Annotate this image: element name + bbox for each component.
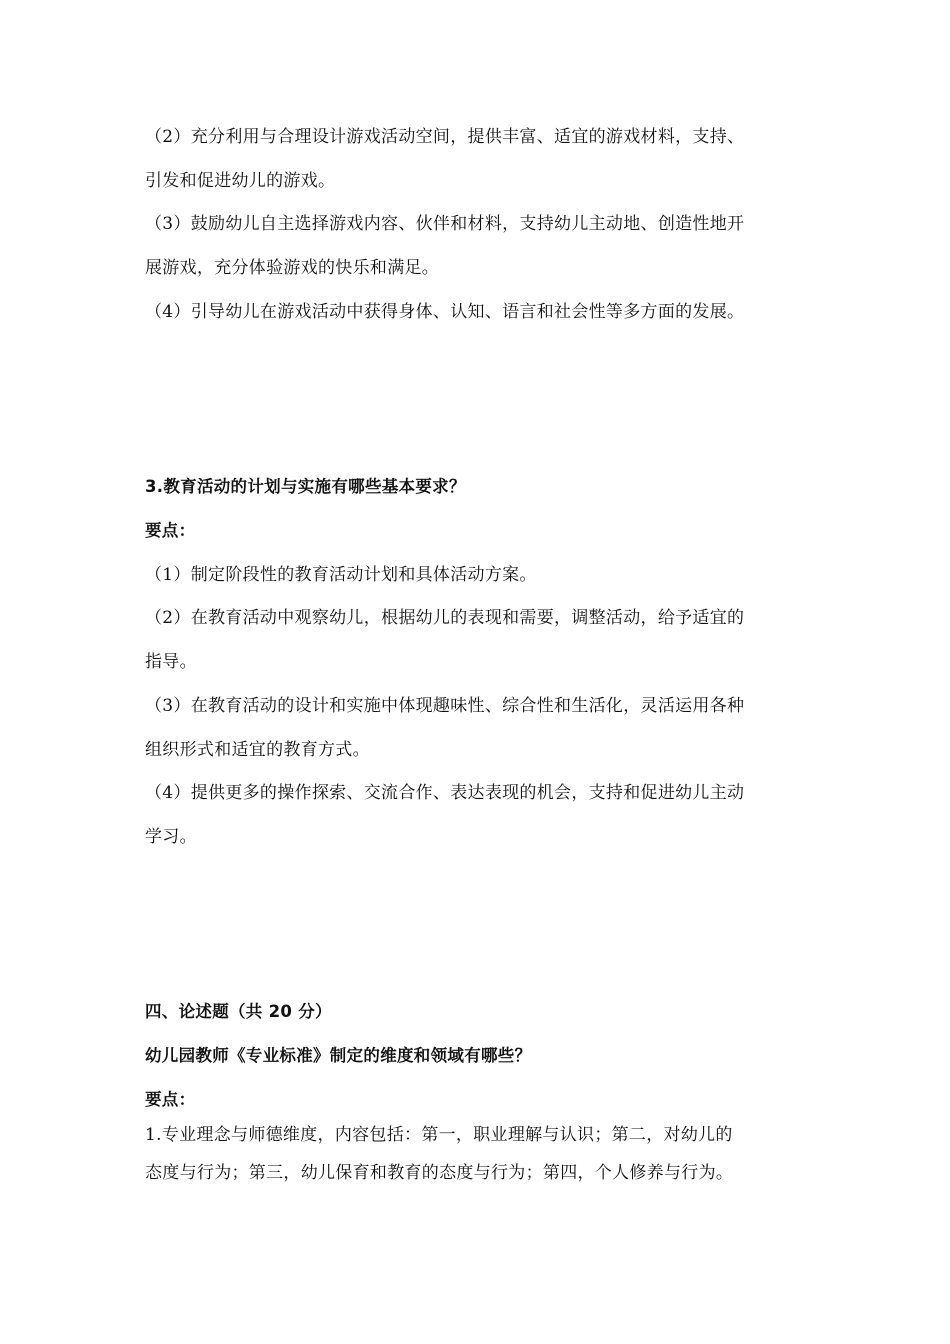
section4-item1-line1: 1.专业理念与师德维度，内容包括：第一，职业理解与认识；第二，对幼儿的 xyxy=(145,1125,733,1145)
question3-item2-line1: （2）在教育活动中观察幼儿，根据幼儿的表现和需要，调整活动，给予适宜的 xyxy=(145,608,745,628)
section4-question: 幼儿园教师《专业标准》制定的维度和领域有哪些？ xyxy=(145,1046,532,1065)
question3-item2-line2: 指导。 xyxy=(145,652,197,672)
section-a-item2-line2: 引发和促进幼儿的游戏。 xyxy=(145,171,336,191)
section4-heading: 四、论述题（共 20 分） xyxy=(145,1002,332,1021)
section4-points-label: 要点： xyxy=(145,1090,196,1109)
question3-points-label: 要点： xyxy=(145,521,196,540)
question3-item3-line1: （3）在教育活动的设计和实施中体现趣味性、综合性和生活化，灵活运用各种 xyxy=(145,696,745,716)
question3-item3-line2: 组织形式和适宜的教育方式。 xyxy=(145,740,370,760)
question3-item4-line2: 学习。 xyxy=(145,827,197,847)
section-a-item3-line2: 展游戏，充分体验游戏的快乐和满足。 xyxy=(145,258,440,278)
section4-item1-line2: 态度与行为；第三，幼儿保育和教育的态度与行为；第四，个人修养与行为。 xyxy=(145,1163,734,1183)
question3-title: 3.教育活动的计划与实施有哪些基本要求？ xyxy=(145,477,466,496)
section-a-item3-line1: （3）鼓励幼儿自主选择游戏内容、伙伴和材料，支持幼儿主动地、创造性地开 xyxy=(145,214,745,234)
section-a-item4-line1: （4）引导幼儿在游戏活动中获得身体、认知、语言和社会性等多方面的发展。 xyxy=(145,302,745,322)
question3-item1-line1: （1）制定阶段性的教育活动计划和具体活动方案。 xyxy=(145,565,537,585)
question3-item4-line1: （4）提供更多的操作探索、交流合作、表达表现的机会，支持和促进幼儿主动 xyxy=(145,783,745,803)
section-a-item2-line1: （2）充分利用与合理设计游戏活动空间，提供丰富、适宜的游戏材料，支持、 xyxy=(145,127,745,147)
